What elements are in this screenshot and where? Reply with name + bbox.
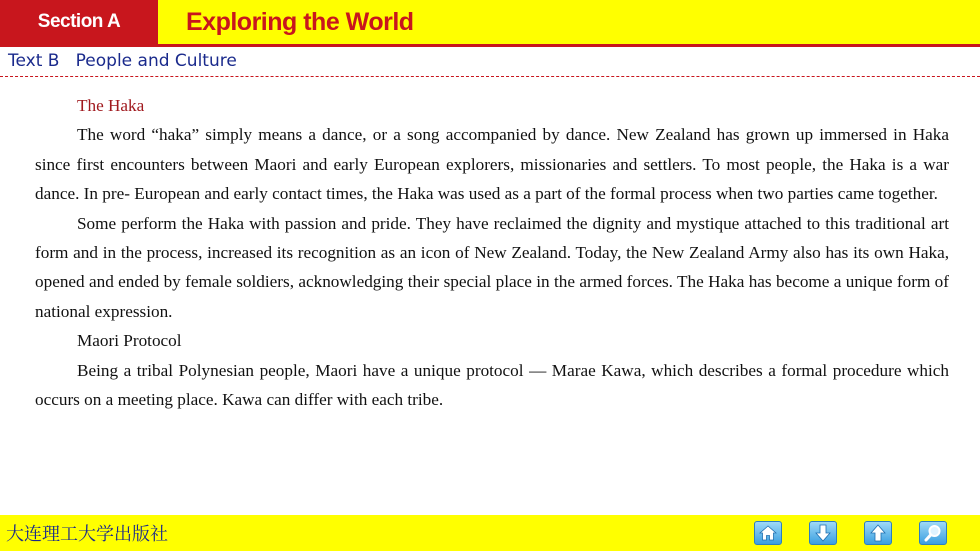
section-label: Section A xyxy=(0,0,158,44)
section-heading-protocol: Maori Protocol xyxy=(77,331,182,351)
page-title: Exploring the World xyxy=(186,7,414,36)
arrow-down-icon xyxy=(815,524,831,542)
paragraph: Being a tribal Polynesian people, Maori have a unique protocol — Marae Kawa, which describes a formal procedure which occurs on a meeting place. Kawa can differ with each tribe. xyxy=(35,360,949,410)
previous-page-button[interactable] xyxy=(864,521,892,545)
next-page-button[interactable] xyxy=(809,521,837,545)
text-subtitle: Text B People and Culture xyxy=(8,51,237,71)
header-divider xyxy=(0,44,980,47)
paragraph: Some perform the Haka with passion and pride. They have reclaimed the dignity and mystique attached to this traditional art form and in the process, increased its recognition as an icon of New Zealand. Today, the New Zealand Army also has its own Haka, opened and ended by female soldiers, acknowledging their special place in the armed forces. The Haka has become a unique form of national expression. xyxy=(35,213,949,321)
publisher-name: 大连理工大学出版社 xyxy=(6,524,168,545)
home-button[interactable] xyxy=(754,521,782,545)
dashed-divider xyxy=(0,76,980,77)
footer-bar xyxy=(0,515,980,551)
paragraph: The word “haka” simply means a dance, or a song accompanied by dance. New Zealand has grown up immersed in Haka since first encounters between Maori and early European explorers, missionaries and settlers. To most people, the Haka is a war dance. In pre- European and early contact times, the Haka was used as a part of the formal process when two parties came together. xyxy=(35,125,949,204)
search-icon xyxy=(924,524,942,542)
section-heading-haka: The Haka xyxy=(77,96,145,115)
header-bar xyxy=(0,0,980,44)
arrow-up-icon xyxy=(870,524,886,542)
main-content xyxy=(35,91,949,414)
home-icon xyxy=(759,525,777,541)
search-button[interactable] xyxy=(919,521,947,545)
